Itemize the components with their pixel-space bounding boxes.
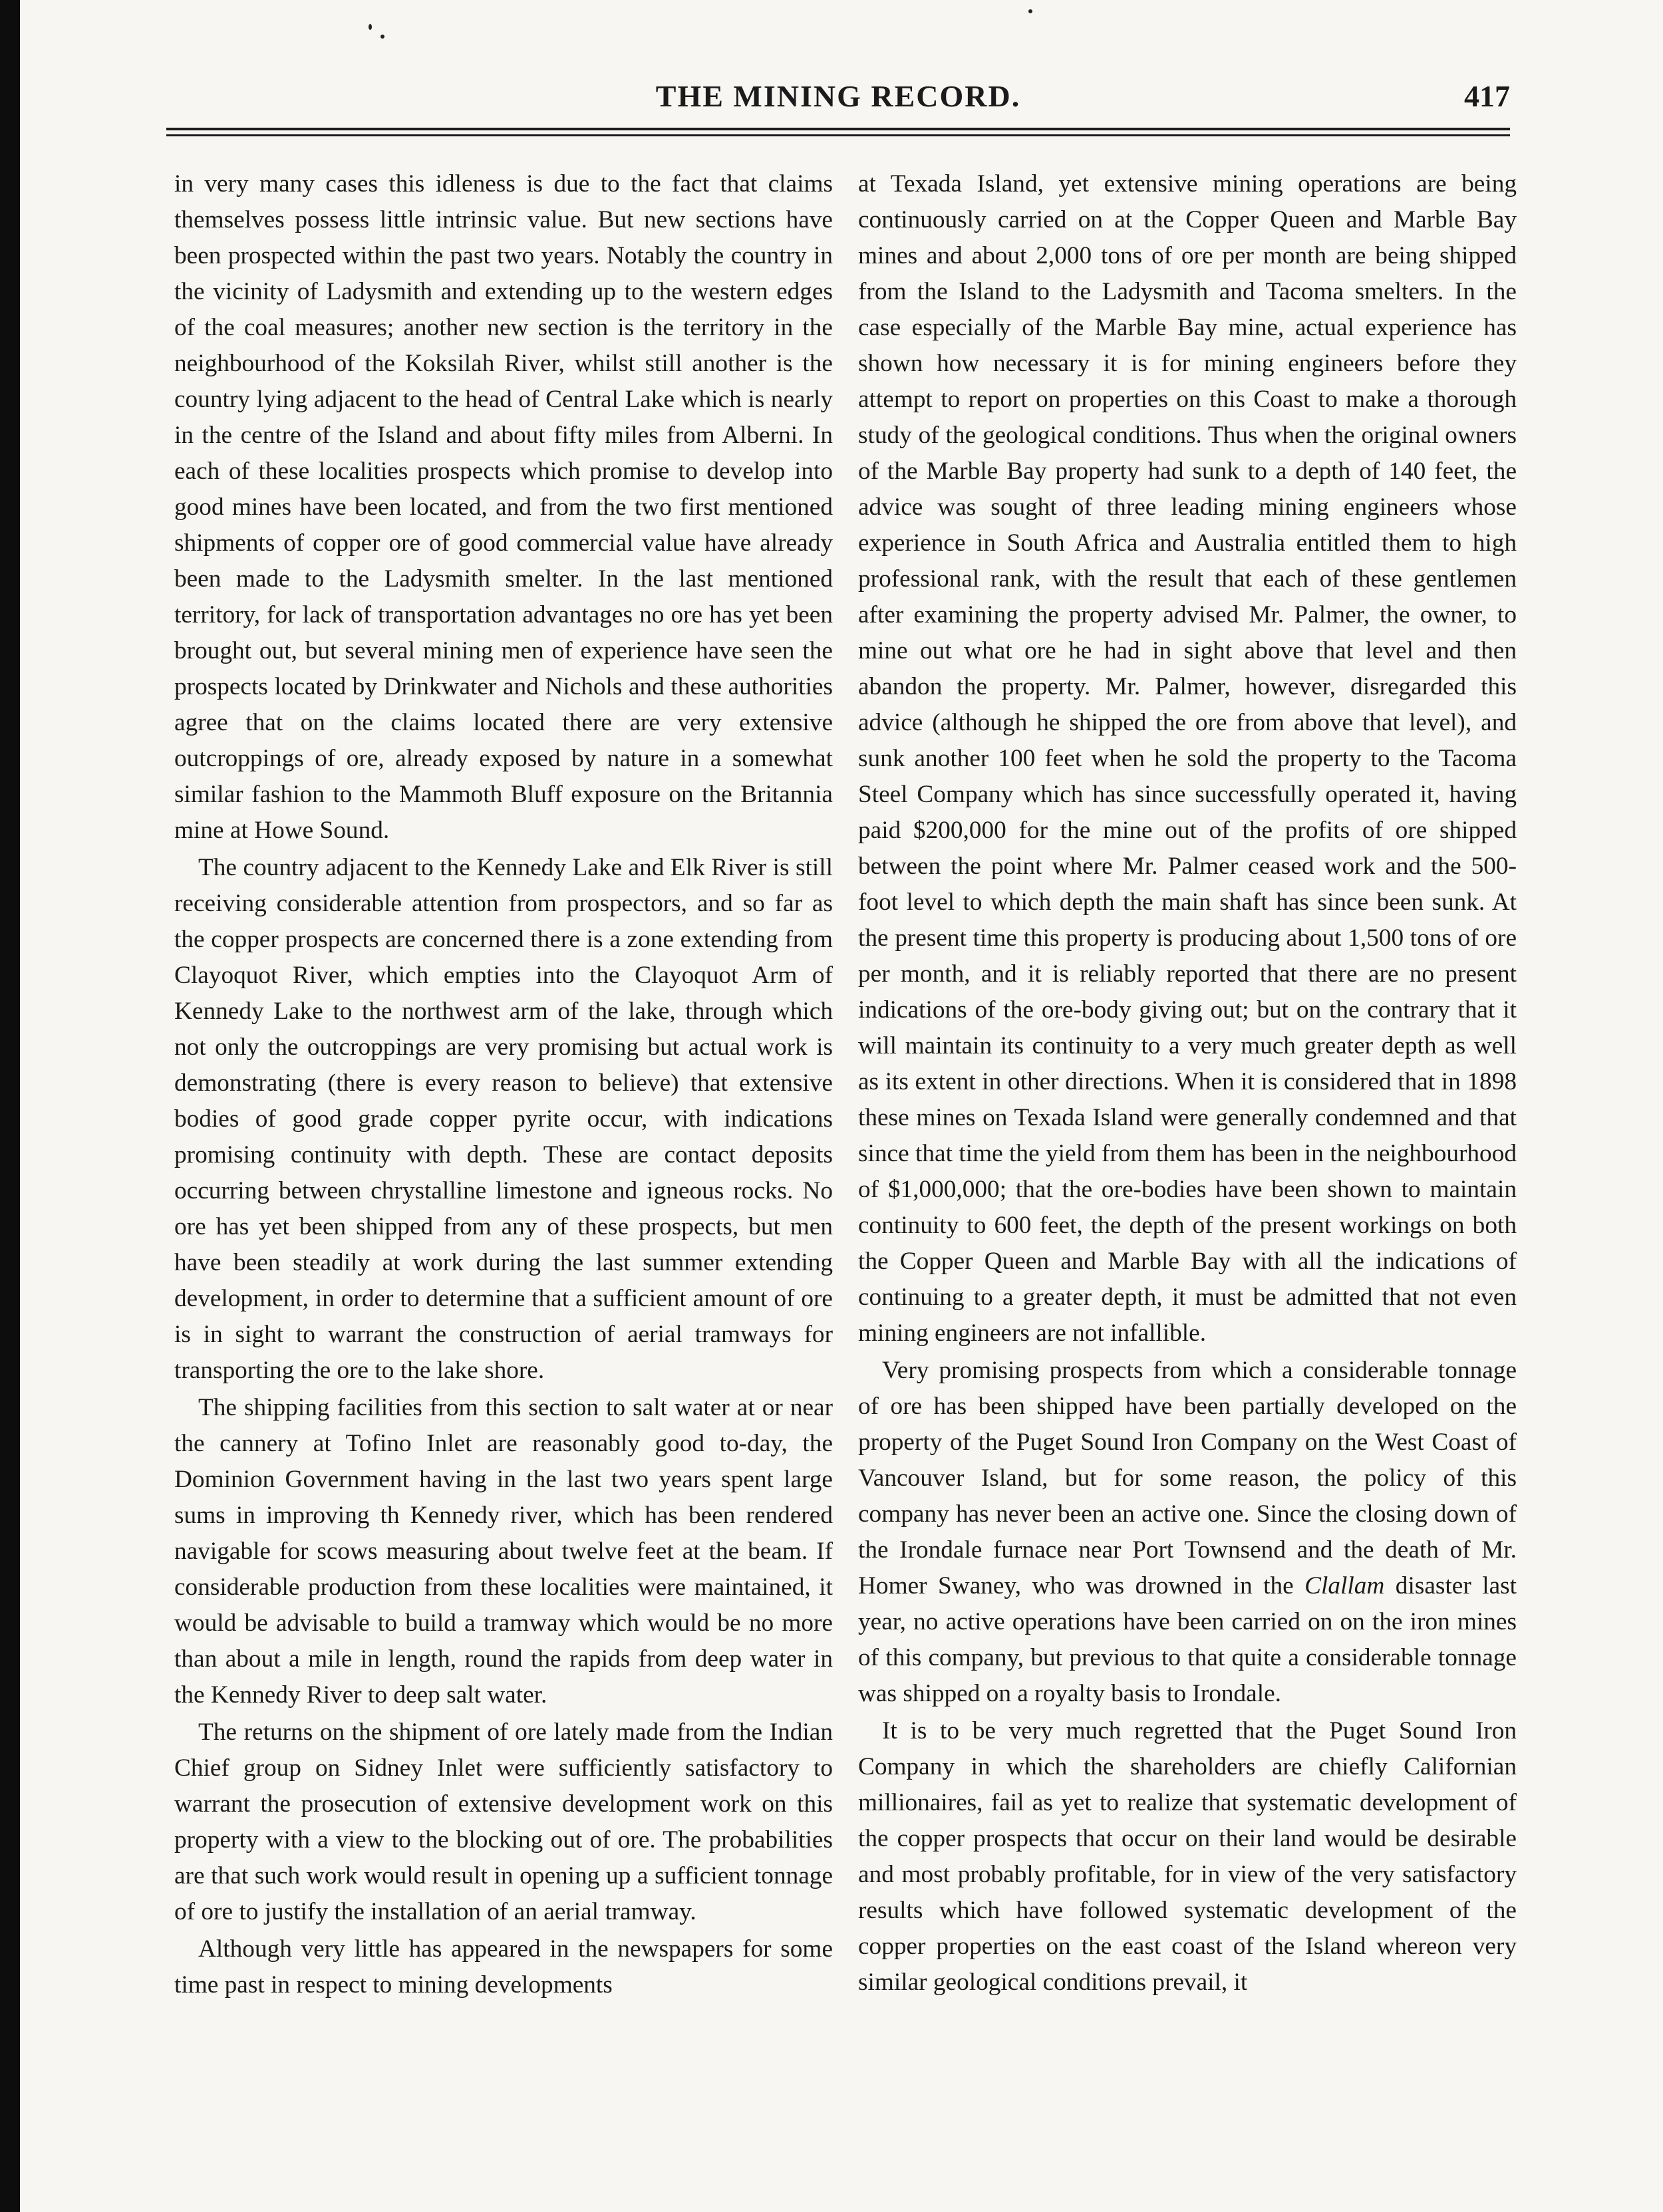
paragraph: It is to be very much regretted that the Puget Sound Iron Company in which the shareholders are chiefly Californian millionaires, fail as yet to realize that systematic development of the copper prospects that occur on their land would be desirable and most probably profitable, for in view of the very satisfactory results which have followed systematic development of the copper properties on the east coast of the Island whereon very similar geological conditions prevail, it — [858, 1717, 1517, 1996]
paragraph: The country adjacent to the Kennedy Lake and Elk River is still receiving considerable attention from prospectors, and so far as the copper prospects are concerned there is a zone extending from Clayoquot River, which empties into the Clayoquot Arm of Kennedy Lake to the northwest arm of the lake, through which not only the outcroppings are very promising but actual work is demonstrating (there is every reason to believe) that extensive bodies of good grade copper pyrite occur, with indications promising continuity with depth. These are contact deposits occurring between chrystalline limestone and igneous rocks. No ore has yet been shipped from any of these prospects, but men have been steadily at work during the last summer extending development, in order to determine that a sufficient amount of ore is in sight to warrant the construction of aerial tramways for transporting the ore to the lake shore. — [174, 854, 833, 1384]
paragraph: at Texada Island, yet extensive mining operations are being continuously carried on at the Copper Queen and Marble Bay mines and about 2,000 tons of ore per month are being shipped from the Island to the Ladysmith and Tacoma smelters. In the case especially of the Marble Bay mine, actual experience has shown how necessary it is for mining engineers before they attempt to report on properties on this Coast to make a thorough study of the geological conditions. Thus when the original owners of the Marble Bay property had sunk to a depth of 140 feet, the advice was sought of three leading mining engineers whose experience in South Africa and Australia entitled them to high professional rank, with the result that each of these gentlemen after examining the property advised Mr. Palmer, the owner, to mine out what ore he had in sight above that level and then abandon the property. Mr. Palmer, however, disregarded this advice (although he shipped the ore from above that level), and sunk another 100 feet when he sold the property to the Tacoma Steel Company which has since successfully operated it, having paid $200,000 for the mine out of the profits of ore shipped between the point where Mr. Palmer ceased work and the 500-foot level to which depth the main shaft has since been sunk. At the present time this property is producing about 1,500 tons of ore per month, and it is reliably reported that there are no present indications of the ore-body giving out; but on the contrary that it will maintain its continuity to a very much greater depth as well as its extent in other directions. When it is considered that in 1898 these mines on Texada Island were generally condemned and that since that time the yield from them has been in the neighbourhood of $1,000,000; that the ore-bodies have been shown to maintain continuity to 600 feet, the depth of the present workings on both the Copper Queen and Marble Bay with all the indications of continuing to a greater depth, it must be admitted that not even mining engineers are not infallible. — [858, 170, 1517, 1347]
ship-name: Clallam — [1304, 1572, 1385, 1599]
scan-speck — [380, 35, 384, 39]
paragraph: in very many cases this idleness is due to the fact that claims themselves possess little intrinsic value. But new sections have been prospected within the past two years. Notably the country in the vicinity of Ladysmith and extending up to the western edges of the coal measures; another new section is the territory in the neighbourhood of the Koksilah River, whilst still another is the country lying adjacent to the head of Central Lake which is nearly in the centre of the Island and about fifty miles from Alberni. In each of these localities prospects which promise to develop into good mines have been located, and from the two first mentioned shipments of copper ore of good commercial value have already been made to the Ladysmith smelter. In the last mentioned territory, for lack of transportation advantages no ore has yet been brought out, but several mining men of experience have seen the prospects located by Drinkwater and Nichols and these authorities agree that on the claims located there are very extensive outcroppings of ore, already exposed by nature in a somewhat similar fashion to the Mammoth Bluff exposure on the Britannia mine at Howe Sound. — [174, 170, 833, 844]
header-rule — [166, 134, 1510, 136]
journal-title: THE MINING RECORD. — [655, 79, 1021, 113]
paragraph — [858, 1353, 1517, 1712]
paragraph: The shipping facilities from this section to salt water at or near the cannery at Tofino Inlet are reasonably good to-day, the Dominion Government having in the last two years spent large sums in improving th Kennedy river, which has been rendered navigable for scows measuring about twelve feet at the beam. If considerable production from these localities were maintained, it would be advisable to build a tramway which would be no more than about a mile in length, round the rapids from deep water in the Kennedy River to deep salt water. — [174, 1394, 833, 1709]
paragraph: The returns on the shipment of ore lately made from the Indian Chief group on Sidney Inlet were sufficiently satisfactory to warrant the prosecution of extensive development work on this property with a view to the blocking out of ore. The probabilities are that such work would result in opening up a sufficient tonnage of ore to justify the installation of an aerial tramway. — [174, 1719, 833, 1925]
scan-speck — [1028, 9, 1032, 13]
header-rule — [166, 128, 1510, 130]
paragraph-text: disaster last year, no active operations have been carried on on the iron mines of this company, but previous to that quite a considerable tonnage was shipped on a royalty basis to Irondale. — [858, 1572, 1517, 1707]
page-binding-edge — [0, 0, 20, 2212]
left-column — [174, 166, 833, 2003]
scan-speck — [369, 24, 372, 30]
paragraph-text: Very promising prospects from which a considerable tonnage of ore has been shipped have been partially developed on the property of the Puget Sound Iron Company on the West Coast of Vancouver Island, but for some reason, the policy of this company has never been an active one. Since the closing down of the Irondale furnace near Port Townsend and the death of Mr. Homer Swaney, who was drowned in the — [858, 1357, 1517, 1599]
paragraph: Although very little has appeared in the newspapers for some time past in respect to mining developments — [174, 1935, 833, 1999]
right-column — [858, 166, 1517, 2001]
page-header — [166, 78, 1510, 118]
page-number: 417 — [1464, 79, 1510, 113]
